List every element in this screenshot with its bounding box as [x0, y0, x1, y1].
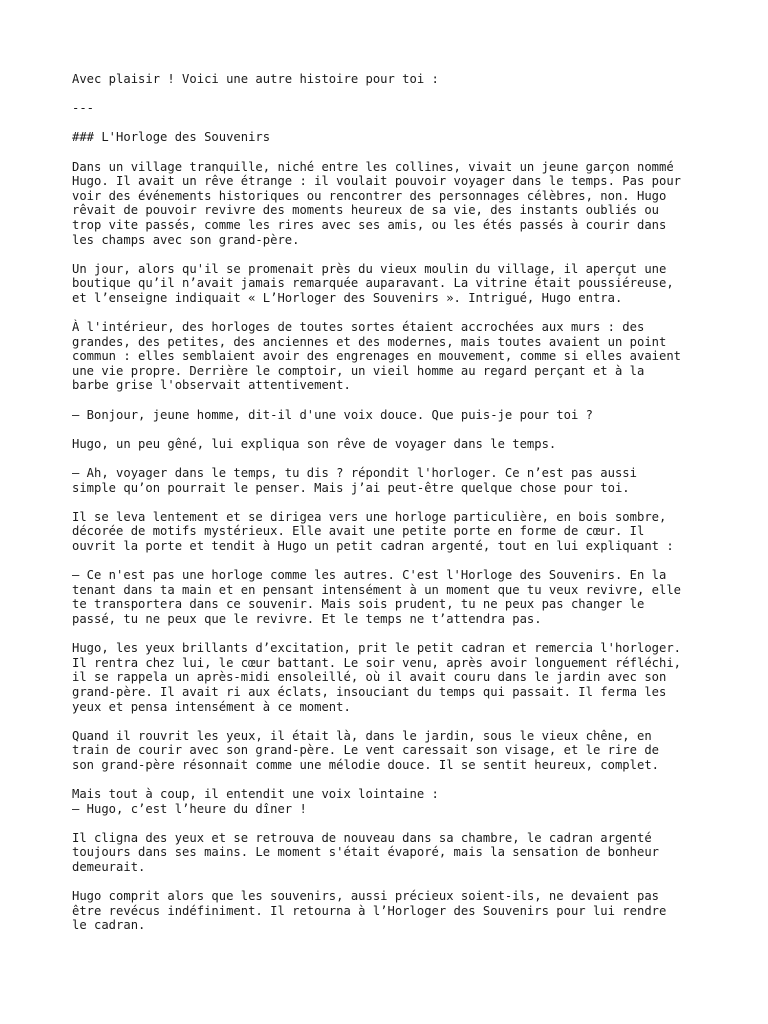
paragraph-line: – Hugo, c’est l’heure du dîner ! [72, 801, 307, 816]
paragraph-line: les champs avec son grand-père. [72, 232, 300, 247]
paragraph-line: Mais tout à coup, il entendit une voix lointaine : [72, 787, 439, 802]
story-paragraph [72, 408, 712, 423]
paragraph-line: grand-père. Il avait ri aux éclats, insouciant du temps qui passait. Il ferma les [72, 684, 667, 699]
story-paragraph [72, 160, 712, 248]
paragraph-line: une vie propre. Derrière le comptoir, un vieil homme au regard perçant et à la [72, 363, 645, 378]
paragraph-line: boutique qu’il n’avait jamais remarquée auparavant. La vitrine était poussiéreuse, [72, 276, 674, 291]
paragraph-line: commun : elles semblaient avoir des engrenages en mouvement, comme si elles avaient [72, 349, 682, 364]
story-paragraph [72, 568, 712, 626]
paragraph-line: Un jour, alors qu'il se promenait près du vieux moulin du village, il aperçut une [72, 261, 667, 276]
paragraph-line: tenant dans ta main et en pensant intensément à un moment que tu veux revivre, elle [72, 582, 682, 597]
paragraph-line: barbe grise l'observait attentivement. [72, 378, 351, 393]
paragraph-line: trop vite passés, comme les rires avec ses amis, ou les étés passés à courir dans [72, 217, 667, 232]
paragraph-line: ouvrit la porte et tendit à Hugo un petit cadran argenté, tout en lui expliquant : [72, 539, 674, 553]
paragraph-line: passé, tu ne peux que le revivre. Et le temps ne t’attendra pas. [72, 611, 542, 626]
story-paragraph [72, 641, 712, 714]
paragraph-line: et l’enseigne indiquait « L’Horloger des Souvenirs ». Intrigué, Hugo entra. [72, 290, 623, 305]
story-paragraph [72, 262, 712, 306]
paragraph-line: Hugo, les yeux brillants d’excitation, prit le petit cadran et remercia l'horloger. [72, 641, 682, 656]
story-paragraph [72, 729, 712, 773]
paragraph-line: il se rappela un après-midi ensoleillé, où il avait couru dans le jardin avec son [72, 670, 667, 685]
paragraph-line: le cadran. [72, 918, 146, 933]
paragraph-line: grandes, des petites, des anciennes et des modernes, mais toutes avaient un point [72, 334, 667, 349]
story-paragraph [72, 320, 712, 393]
story-paragraph [72, 466, 712, 495]
paragraph-line: train de courir avec son grand-père. Le vent caressait son visage, et le rire de [72, 743, 659, 758]
paragraph-line: toujours dans ses mains. Le moment s'était évaporé, mais la sensation de bonheur [72, 845, 659, 860]
paragraph-line: décorée de motifs mystérieux. Elle avait une petite porte en forme de cœur. Il [72, 524, 645, 539]
paragraph-line: te transportera dans ce souvenir. Mais sois prudent, tu ne peux pas changer le [72, 597, 645, 612]
paragraph-line: À l'intérieur, des horloges de toutes sortes étaient accrochées aux murs : des [72, 320, 645, 335]
paragraph-line: yeux et pensa intensément à ce moment. [72, 699, 351, 714]
paragraph-line: voir des événements historiques ou rencontrer des personnages célèbres, non. Hugo [72, 188, 667, 203]
document-page [72, 72, 712, 948]
paragraph-line: rêvait de pouvoir revivre des moments heureux de sa vie, des instants oubliés ou [72, 203, 659, 218]
story-heading: ### L'Horloge des Souvenirs [72, 130, 271, 145]
story-paragraph [72, 510, 712, 554]
paragraph-line: Il cligna des yeux et se retrouva de nouveau dans sa chambre, le cadran argenté [72, 830, 652, 845]
story-body [72, 160, 712, 933]
paragraph-line: Il rentra chez lui, le cœur battant. Le soir venu, après avoir longuement réfléchi, [72, 655, 682, 670]
intro-line: Avec plaisir ! Voici une autre histoire pour toi : [72, 72, 439, 86]
story-paragraph [72, 787, 712, 816]
story-paragraph [72, 889, 712, 933]
separator: --- [72, 101, 95, 116]
paragraph-line: simple qu’on pourrait le penser. Mais j’ai peut-être quelque chose pour toi. [72, 480, 630, 495]
paragraph-line: Dans un village tranquille, niché entre les collines, vivait un jeune garçon nommé [72, 159, 674, 174]
paragraph-line: Quand il rouvrit les yeux, il était là, dans le jardin, sous le vieux chêne, en [72, 728, 652, 743]
paragraph-line: Hugo. Il avait un rêve étrange : il voulait pouvoir voyager dans le temps. Pas pour [72, 174, 682, 189]
paragraph-line: – Ah, voyager dans le temps, tu dis ? répondit l'horloger. Ce n’est pas aussi [72, 466, 637, 481]
paragraph-line: son grand-père résonnait comme une mélodie douce. Il se sentit heureux, complet. [72, 757, 659, 772]
paragraph-line: demeurait. [72, 860, 146, 875]
paragraph-line: être revécus indéfiniment. Il retourna à l’Horloger des Souvenirs pour lui rendre [72, 903, 667, 918]
paragraph-line: Hugo comprit alors que les souvenirs, aussi précieux soient-ils, ne devaient pas [72, 889, 659, 904]
paragraph-line: Hugo, un peu gêné, lui expliqua son rêve de voyager dans le temps. [72, 436, 557, 451]
paragraph-line: – Bonjour, jeune homme, dit-il d'une voix douce. Que puis-je pour toi ? [72, 407, 593, 422]
story-paragraph [72, 437, 712, 452]
paragraph-line: – Ce n'est pas une horloge comme les autres. C'est l'Horloge des Souvenirs. En la [72, 568, 667, 583]
paragraph-line: Il se leva lentement et se dirigea vers une horloge particulière, en bois sombre, [72, 509, 667, 524]
story-paragraph [72, 831, 712, 875]
